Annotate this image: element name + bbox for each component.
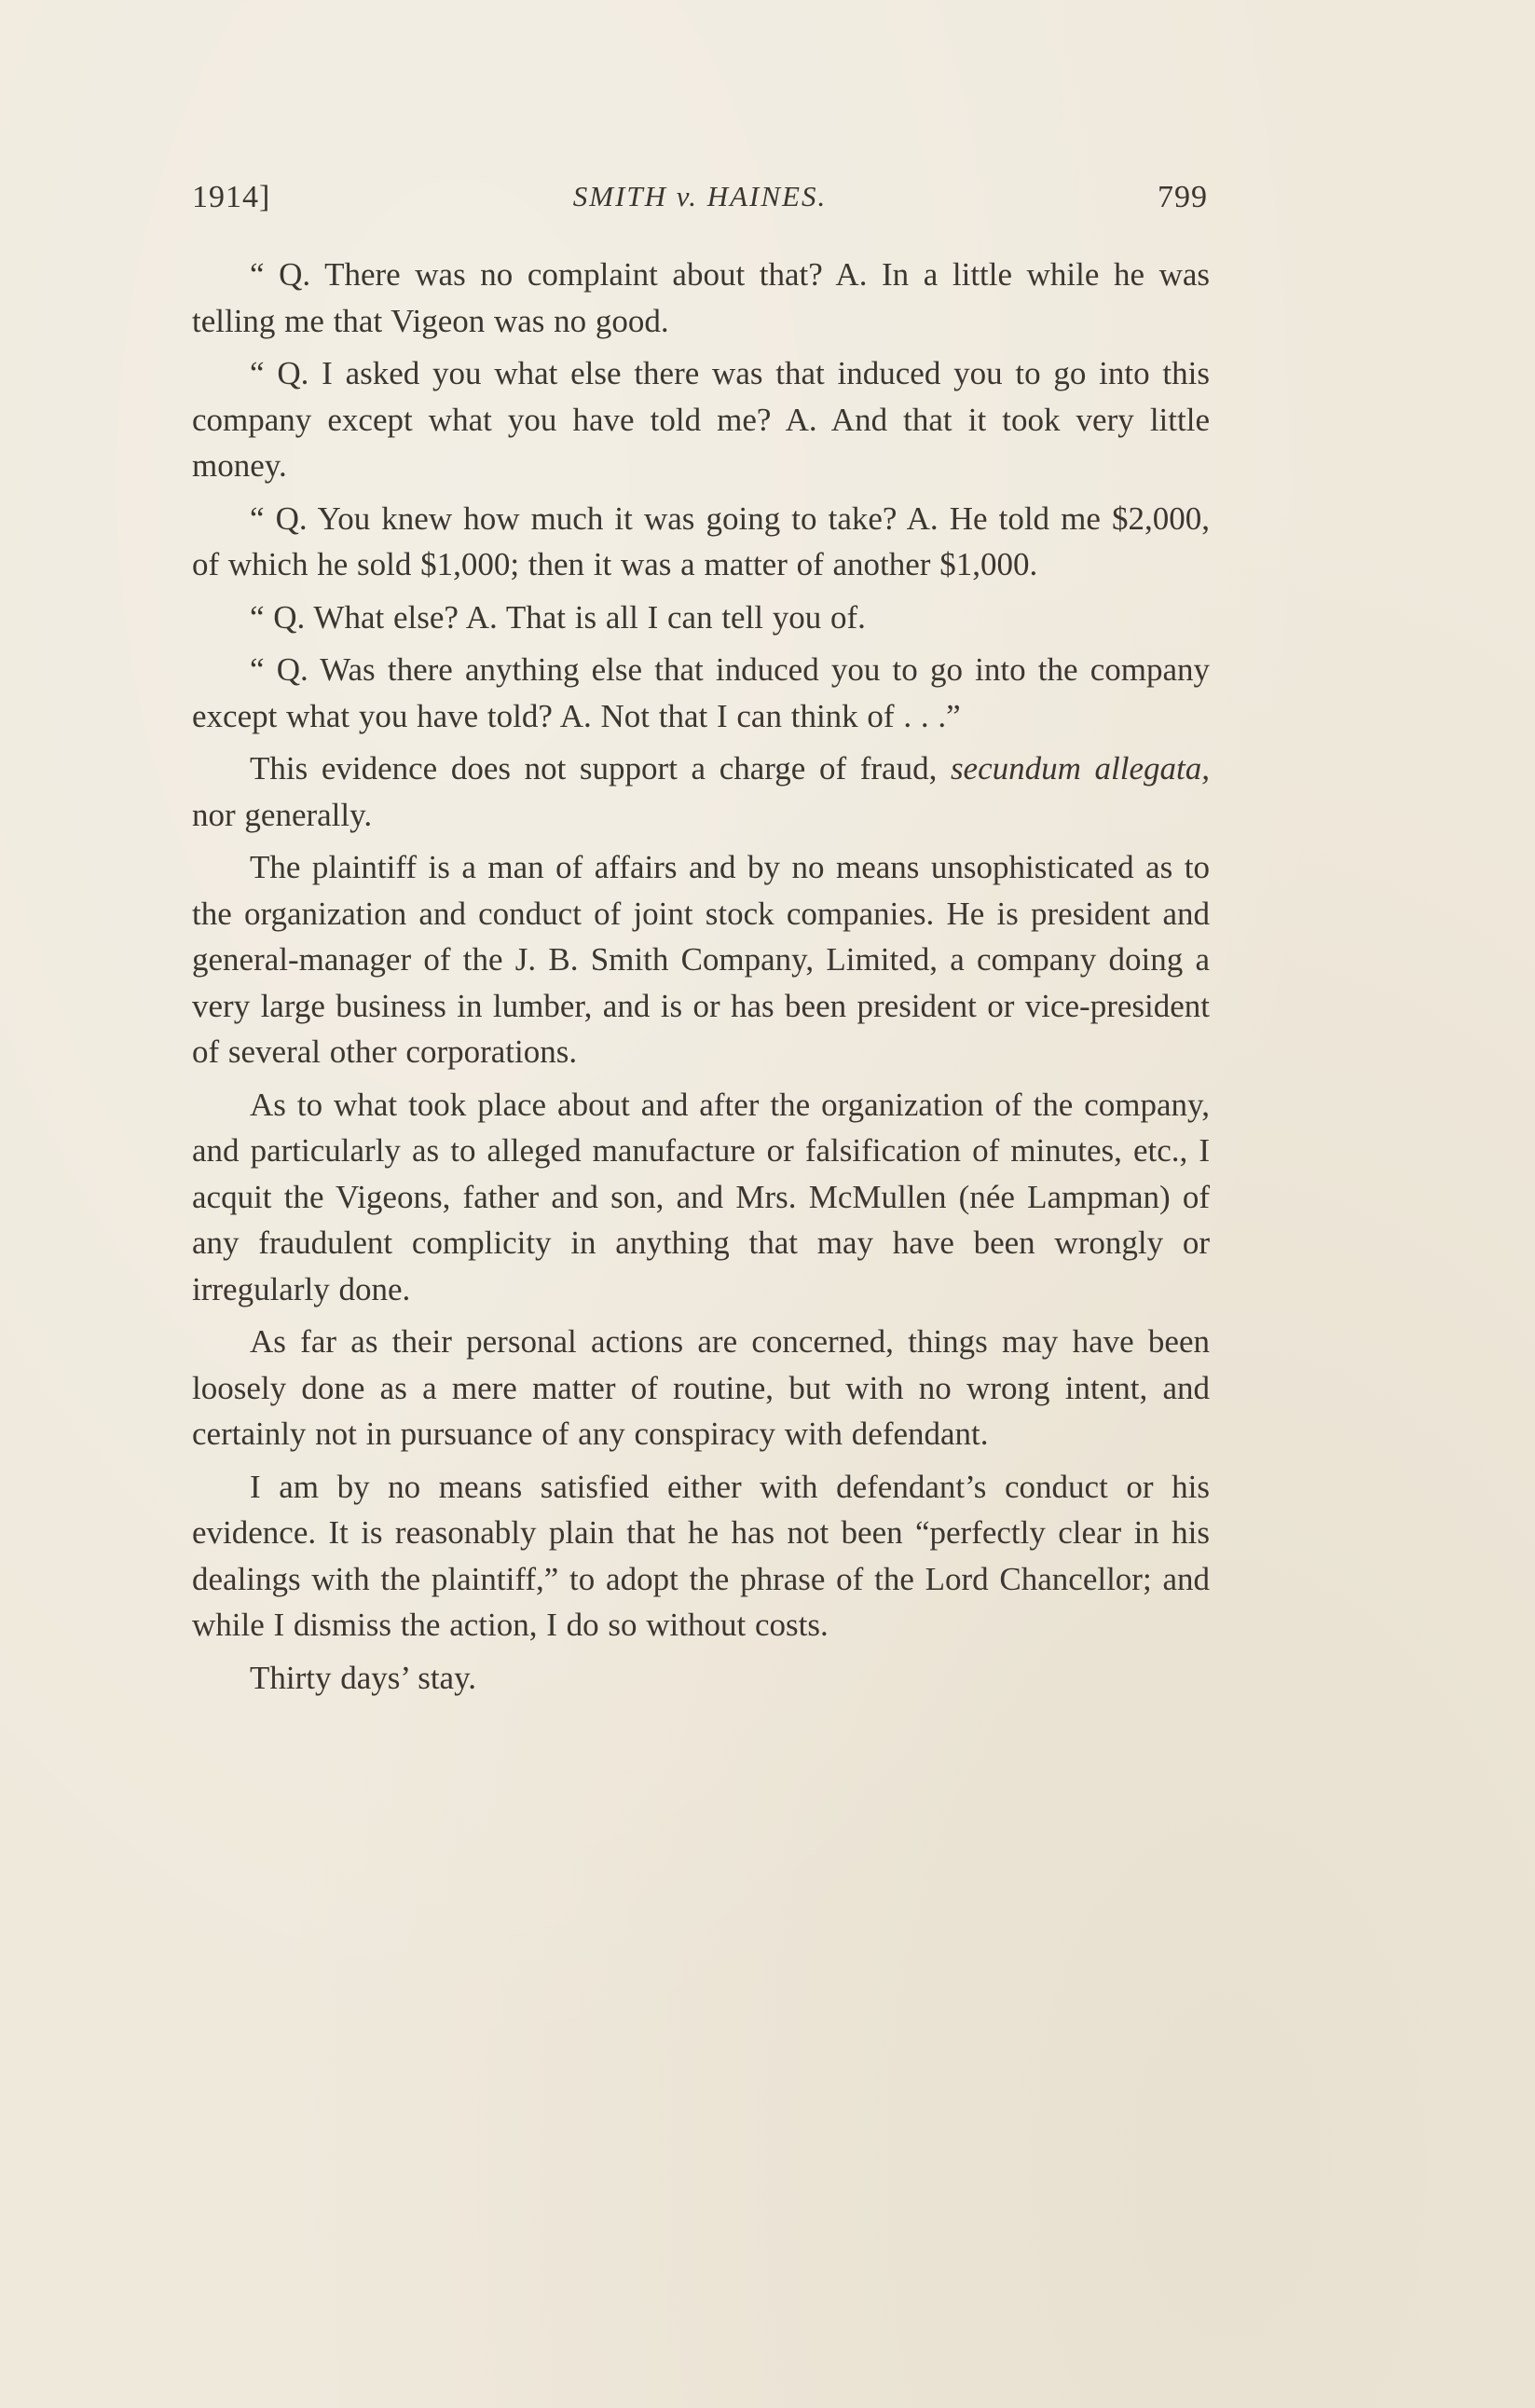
acquittal-paragraph: As to what took place about and after the organization of the company, and particularly as to alleged manufacture or falsification of minutes, etc., I acquit the Vigeons, father and son, and Mrs. McMullen (née Lampman) of any fraudulent complicity in anything that may have been wrongly or irregularly done.: [192, 1086, 1210, 1307]
testimony-paragraph-3: “ Q. You knew how much it was going to take? A. He told me $2,000, of which he sold $1,000; then it was a matter of another $1,000.: [192, 499, 1210, 582]
plaintiff-paragraph: The plaintiff is a man of affairs and by no means unsophisticated as to the organization and conduct of joint stock companies. He is president and general-manager of the J. B. Smith Company, Limited, a company doing a very large business in lumber, and is or has been president or vice-president of several other corporations.: [192, 849, 1210, 1070]
personal-actions-paragraph: As far as their personal actions are concerned, things may have been loosely done as a mere matter of routine, but with no wrong intent, and certainly not in pursuance of any conspiracy with defendant.: [192, 1323, 1210, 1452]
page-number: 799: [1158, 180, 1208, 214]
running-head-year: 1914]: [192, 180, 271, 214]
running-head-title: SMITH v. HAINES.: [572, 180, 828, 212]
testimony-paragraph-2: “ Q. I asked you what else there was that induced you to go into this company except what you have told me? A. And that it took very little money.: [192, 355, 1210, 484]
testimony-paragraph-1: “ Q. There was no complaint about that? A. In a little while he was telling me that Vigeon was no good.: [192, 256, 1210, 339]
running-head: [192, 180, 1208, 226]
judgment-paragraph: I am by no means satisfied either with defendant’s conduct or his evidence. It is reasonably plain that he has not been “perfectly clear in his dealings with the plaintiff,” to adopt the phrase of the Lord Chancellor; and while I dismiss the action, I do so without costs.: [192, 1468, 1210, 1643]
latin-phrase: secundum allegata,: [950, 750, 1210, 787]
testimony-paragraph-5: “ Q. Was there anything else that induced you to go into the company except what you have told? A. Not that I can think of . . .”: [192, 651, 1210, 734]
body-text: [192, 252, 1210, 1707]
stay-paragraph: Thirty days’ stay.: [250, 1659, 477, 1696]
testimony-paragraph-4: “ Q. What else? A. That is all I can tell you of.: [250, 598, 866, 636]
finding-text-end: nor generally.: [192, 796, 373, 833]
finding-paragraph: [192, 746, 1210, 838]
finding-text-start: This evidence does not support a charge of fraud,: [250, 750, 951, 787]
